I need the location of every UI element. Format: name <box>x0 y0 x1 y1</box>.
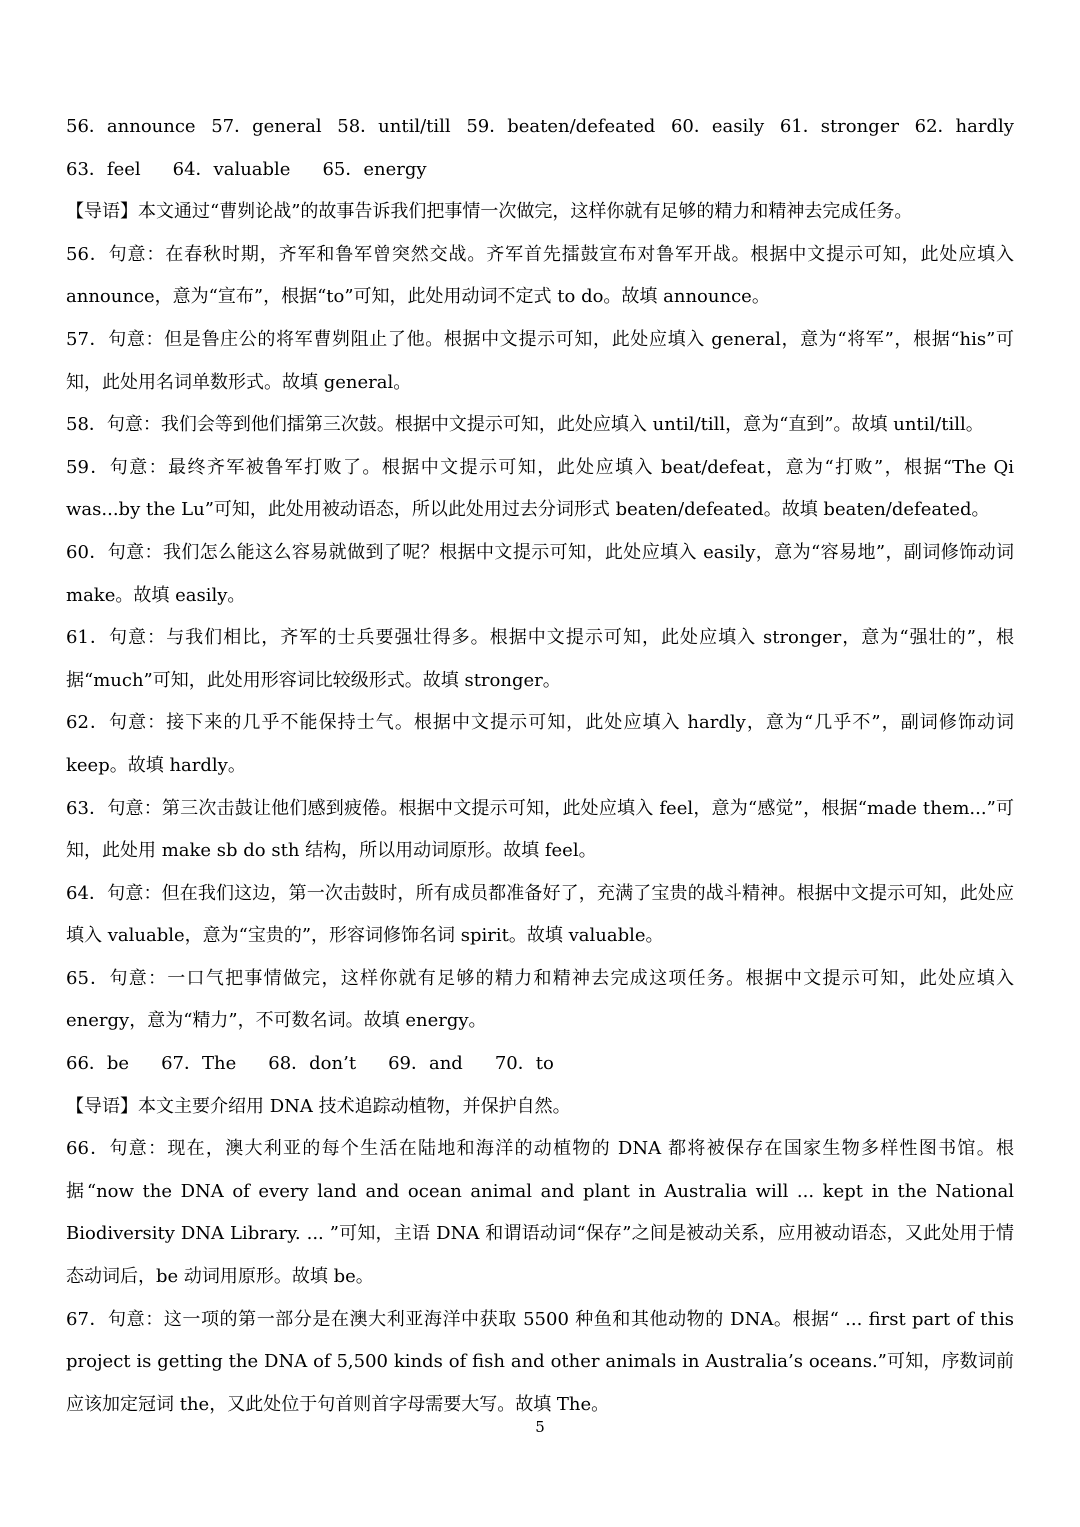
answer-61: 61．stronger <box>779 116 900 137</box>
answer-70: 70．to <box>494 1053 554 1075</box>
explanation-67: 67．句意：这一项的第一部分是在澳大利亚海洋中获取 5500 种鱼和其他动物的 DNA。根据“ ... first part of this project is getting the DNA of 5,500 kinds of fish and other animals in Australia’s oceans.”可知，序数词前应该加定冠词 the，又此处位于句首则首字母需要大写。故填 The。 <box>66 1308 1014 1415</box>
explanation-58: 58．句意：我们会等到他们擂第三次鼓。根据中文提示可知，此处应填入 until/till，意为“直到”。故填 until/till。 <box>66 414 984 436</box>
explanation-62: 62．句意：接下来的几乎不能保持士气。根据中文提示可知，此处应填入 hardly，意为“几乎不”，副词修饰动词 keep。故填 hardly。 <box>66 712 1014 776</box>
answer-65: 65．energy <box>322 158 427 180</box>
answer-63: 63．feel <box>66 158 141 180</box>
explanation-56: 56．句意：在春秋时期，齐军和鲁军曾突然交战。齐军首先擂鼓宣布对鲁军开战。根据中文提示可知，此处应填入announce，意为“宣布”，根据“to”可知，此处用动词不定式 to do。故填 announce。 <box>66 243 1014 308</box>
explanation-59: 59．句意：最终齐军被鲁军打败了。根据中文提示可知，此处应填入 beat/defeat，意为“打败”，根据“The Qi was...by the Lu”可知，此处用被动语态，所以此处用过去分词形式 beaten/defeated。故填 beaten/defeated。 <box>66 456 1014 521</box>
explanation-61: 61．句意：与我们相比，齐军的士兵要强壮得多。根据中文提示可知，此处应填入 stronger，意为“强壮的”，根据“much”可知，此处用形容词比较级形式。故填 stronger。 <box>66 627 1014 691</box>
explanation-60: 60．句意：我们怎么能这么容易就做到了呢？根据中文提示可知，此处应填入 easily，意为“容易地”，副词修饰动词 make。故填 easily。 <box>66 541 1014 606</box>
answer-key-row-66-70 <box>66 1043 1014 1086</box>
answer-68: 68．don’t <box>268 1053 357 1075</box>
answer-key-row-56-62 <box>66 106 1014 149</box>
page-content <box>66 106 1014 1426</box>
answer-56: 56．announce <box>66 116 196 137</box>
explanation-65: 65．句意：一口气把事情做完，这样你就有足够的精力和精神去完成这项任务。根据中文提示可知，此处应填入 energy，意为“精力”，不可数名词。故填 energy。 <box>66 967 1014 1032</box>
answer-58: 58．until/till <box>337 116 451 137</box>
answer-60: 60．easily <box>670 116 765 137</box>
explanation-64: 64．句意：但在我们这边，第一次击鼓时，所有成员都准备好了，充满了宝贵的战斗精神。根据中文提示可知，此处应填入 valuable，意为“宝贵的”，形容词修饰名词 spirit。故填 valuable。 <box>66 882 1014 947</box>
answer-67: 67．The <box>161 1053 237 1075</box>
section2-intro: 【导语】本文主要介绍用 DNA 技术追踪动植物，并保护自然。 <box>66 1095 571 1117</box>
answer-69: 69．and <box>388 1053 463 1075</box>
page-number: 5 <box>535 1418 545 1436</box>
explanation-57: 57．句意：但是鲁庄公的将军曹刿阻止了他。根据中文提示可知，此处应填入 general，意为“将军”，根据“his”可知，此处用名词单数形式。故填 general。 <box>66 328 1014 393</box>
answer-57: 57．general <box>211 116 322 137</box>
answer-62: 62．hardly <box>914 116 1014 137</box>
answer-59: 59．beaten/defeated <box>466 116 656 137</box>
answer-66: 66．be <box>66 1053 130 1075</box>
answer-64: 64．valuable <box>172 158 291 180</box>
answer-key-row-63-65 <box>66 149 1014 192</box>
explanation-63: 63．句意：第三次击鼓让他们感到疲倦。根据中文提示可知，此处应填入 feel，意为“感觉”，根据“made them...”可知，此处用 make sb do sth 结构，所以用动词原形。故填 feel。 <box>66 797 1014 862</box>
explanation-66: 66．句意：现在，澳大利亚的每个生活在陆地和海洋的动植物的 DNA 都将被保存在国家生物多样性图书馆。根据“now the DNA of every land and ocean animal and plant in Australia will ... kept in the National Biodiversity DNA Library. ... ”可知，主语 DNA 和谓语动词“保存”之间是被动关系，应用被动语态，又此处用于情态动词后，be 动词用原形。故填 be。 <box>66 1138 1014 1288</box>
section1-intro: 【导语】本文通过“曹刿论战”的故事告诉我们把事情一次做完，这样你就有足够的精力和精神去完成任务。 <box>66 201 913 223</box>
